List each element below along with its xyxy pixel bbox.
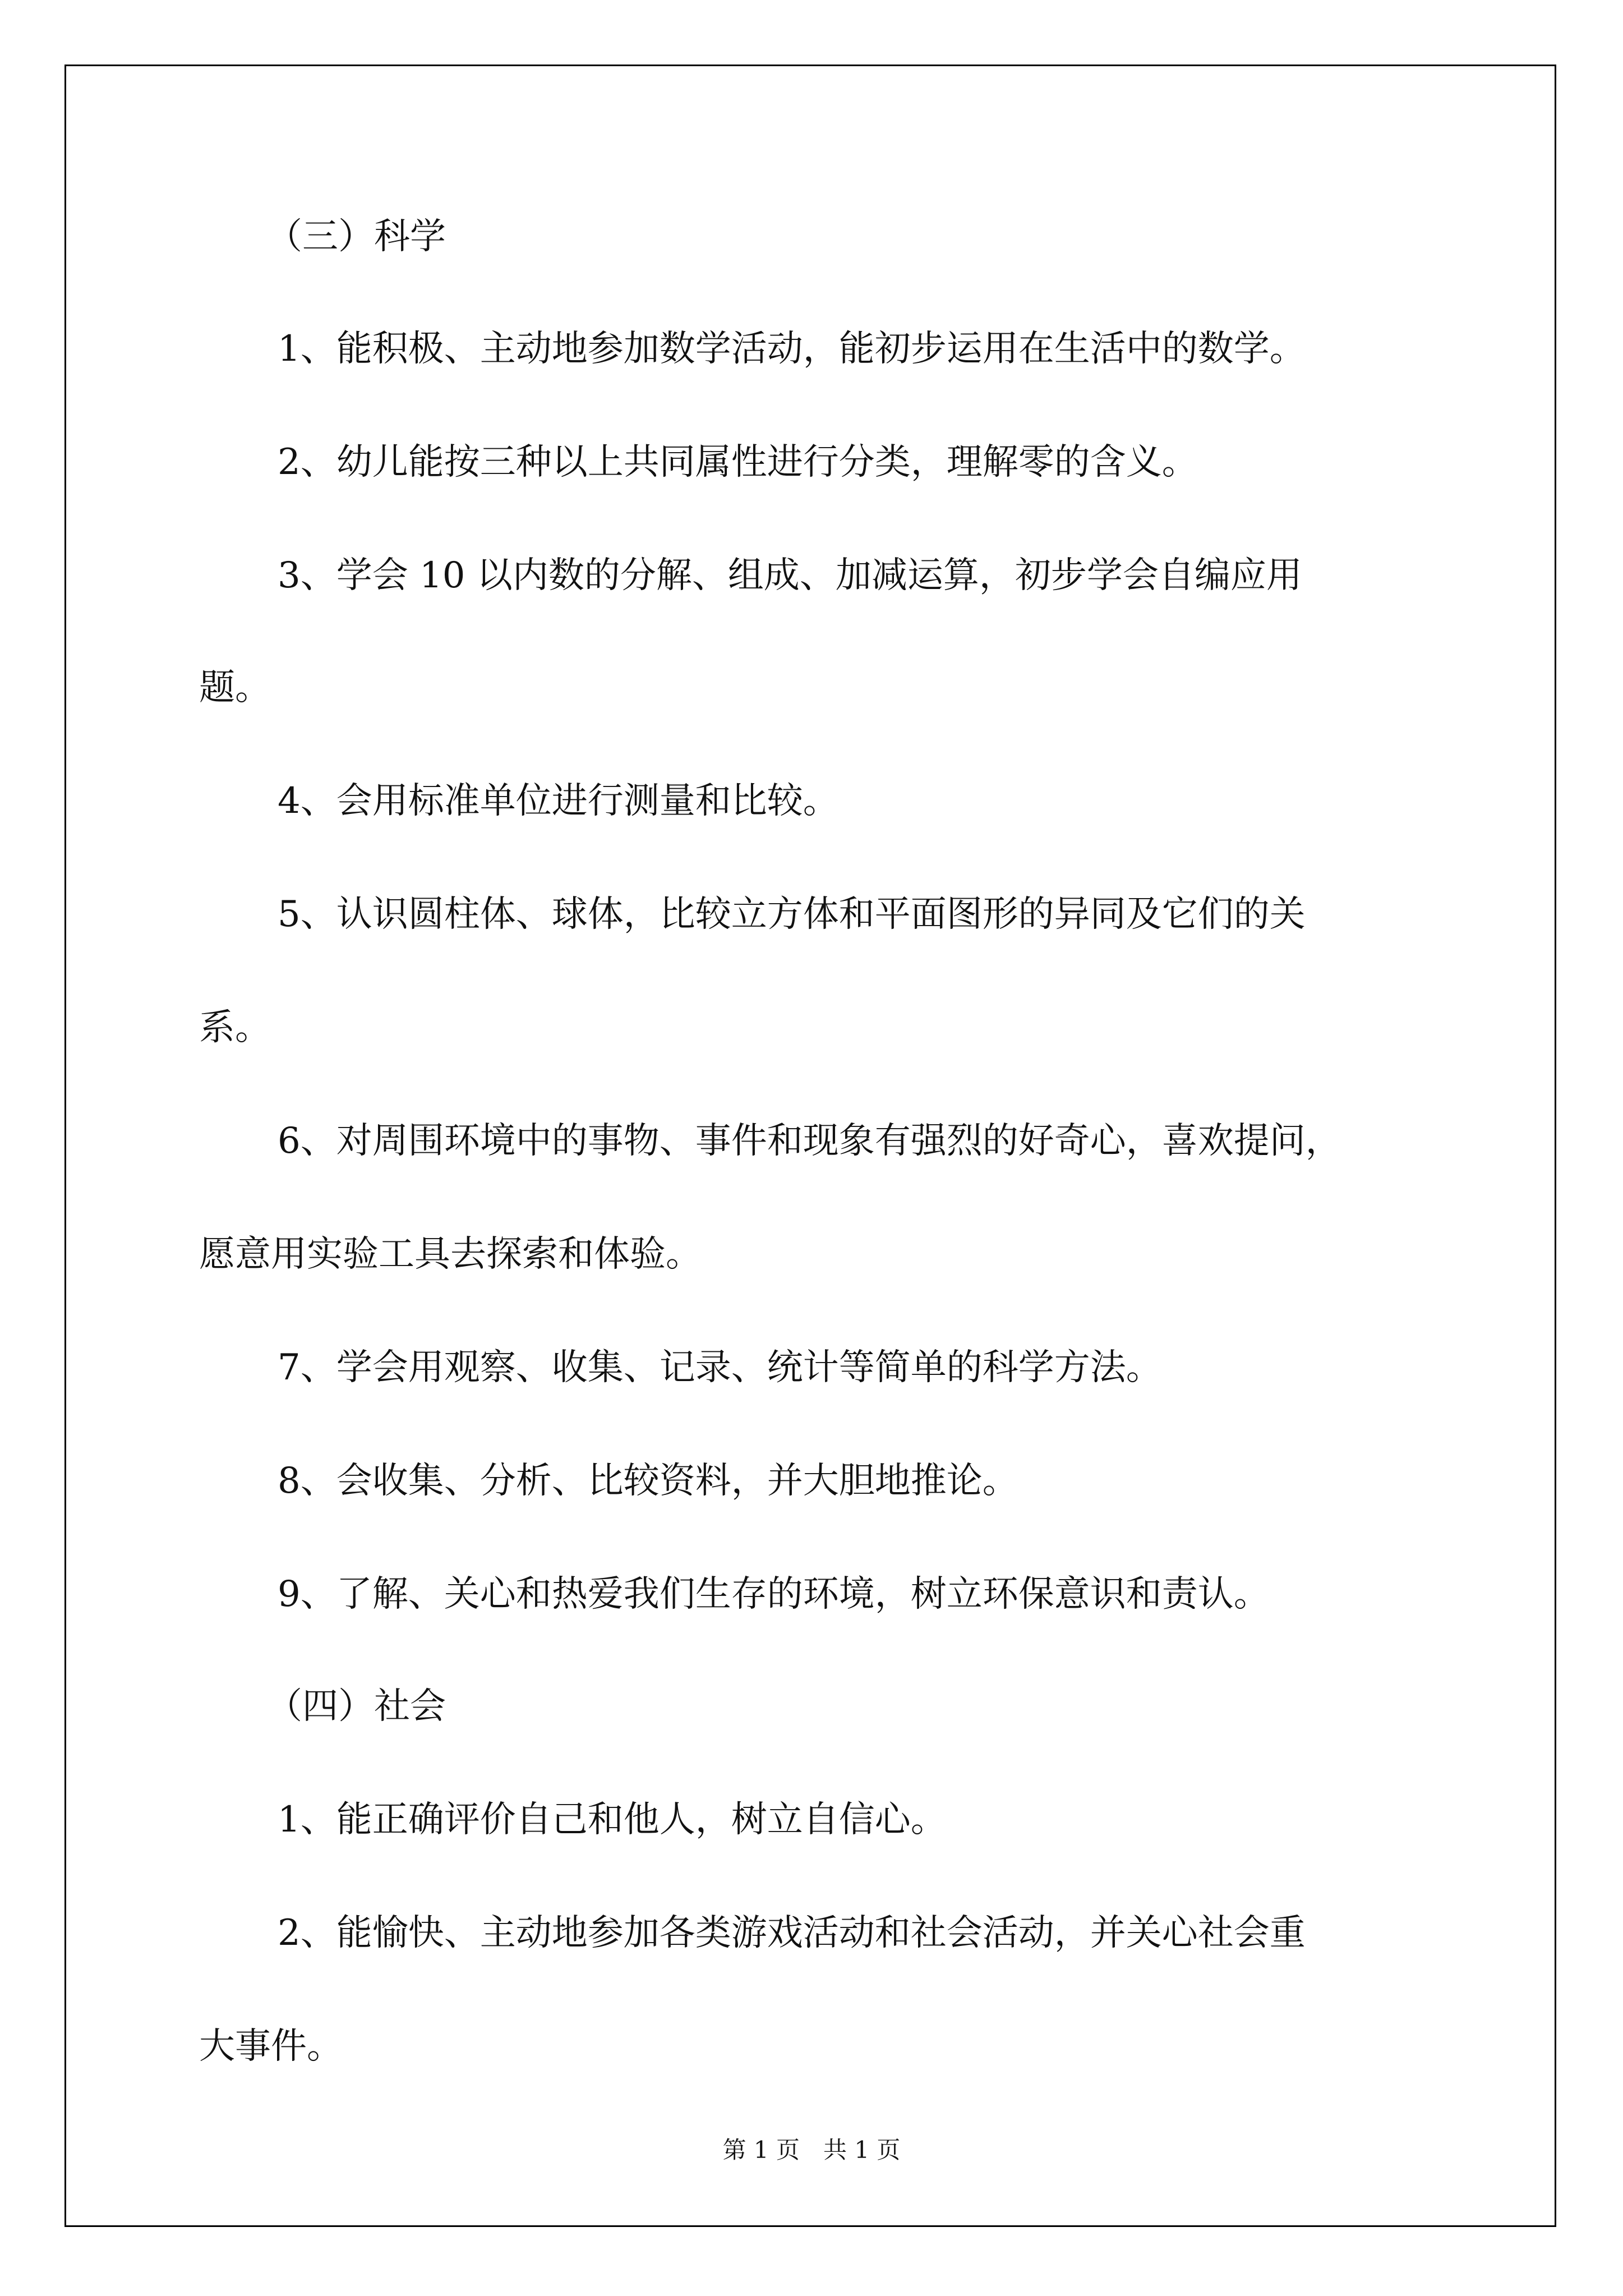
page-number-footer: 第 1 页 共 1 页 <box>722 2136 901 2164</box>
science-item-9: 9、了解、关心和热爱我们生存的环境，树立环保意识和责认。 <box>278 1573 1270 1615</box>
science-item-6: 6、对周围环境中的事物、事件和现象有强烈的好奇心，喜欢提问， <box>278 1120 1341 1162</box>
science-item-2: 2、幼儿能按三种以上共同属性进行分类，理解零的含义。 <box>278 441 1198 483</box>
science-item-7: 7、学会用观察、收集、记录、统计等简单的科学方法。 <box>278 1347 1162 1388</box>
science-item-8: 8、会收集、分析、比较资料，并大胆地推论。 <box>278 1460 1018 1502</box>
science-item-4: 4、会用标准单位进行测量和比较。 <box>278 780 839 822</box>
society-item-1: 1、能正确评价自己和他人，树立自信心。 <box>278 1799 947 1841</box>
science-item-1: 1、能积极、主动地参加数学活动，能初步运用在生活中的数学。 <box>278 328 1306 370</box>
science-item-6-cont: 愿意用实验工具去探索和体验。 <box>199 1234 702 1275</box>
science-item-5-cont: 系。 <box>199 1007 271 1048</box>
section-heading-science: （三）科学 <box>266 216 446 257</box>
science-item-3-cont: 题。 <box>199 667 271 708</box>
society-item-2: 2、能愉快、主动地参加各类游戏活动和社会活动，并关心社会重 <box>278 1912 1306 1954</box>
science-item-3: 3、学会 10 以内数的分解、组成、加减运算，初步学会自编应用 <box>278 555 1302 596</box>
science-item-5: 5、认识圆柱体、球体，比较立方体和平面图形的异同及它们的关 <box>278 894 1306 935</box>
society-item-2-cont: 大事件。 <box>199 2026 343 2067</box>
section-heading-society: （四）社会 <box>266 1686 446 1727</box>
